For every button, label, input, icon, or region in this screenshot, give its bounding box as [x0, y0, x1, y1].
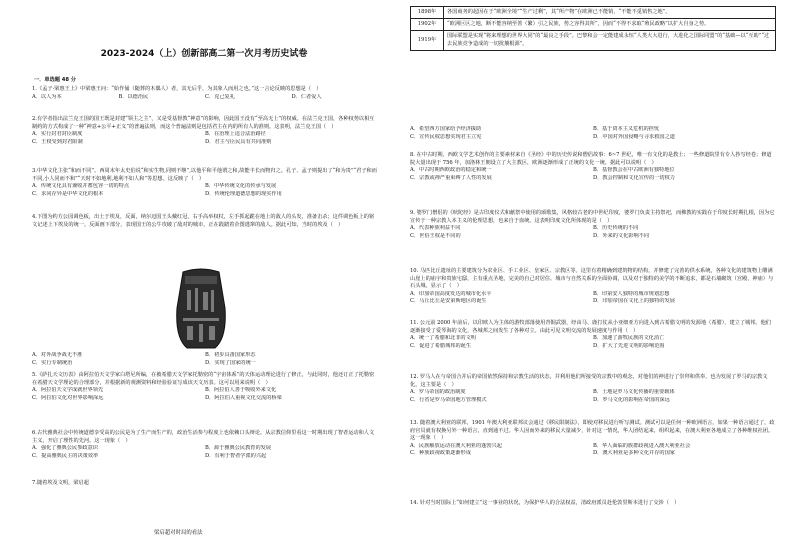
option-d[interactable]: D．外来的文化影响不同 — [593, 232, 650, 239]
option-c[interactable]: C．阿拉伯文化对世界影响深远 — [32, 394, 104, 401]
option-b[interactable]: B．基督教会在中古欧洲有独特地位 — [593, 167, 675, 174]
question-6-text: 6.古代雅典社会中传统道德享受高的公民是为了生产而生产的，政治生活参与程度上也依赖口头辩论。从宗教信仰里看这一时期出现了智者运动和人文主义，开启了理性的先河。这一现象（ ） — [32, 430, 375, 444]
option-c[interactable]: C．马丘比丘是安第斯地区的诞生 — [410, 298, 487, 305]
option-a[interactable]: A．统一了希腊和北非的文明 — [410, 335, 476, 342]
option-d[interactable]: D．澳大利亚是多种文化并存的国家 — [593, 450, 675, 457]
option-c[interactable]: C．王权受到封君限制 — [32, 138, 83, 145]
option-a[interactable]: A．强化了雅典公民参政意识 — [32, 445, 98, 452]
question-5-text: 5.《萨扎天文历表》由阿拉伯天文学家白塔尼所编，在被希腊天文学家托勒密的“宇宙体系”的天体运动理论进行了修正，与此同时，他还订正了托勒密在希腊天文学理论的合理部分，并根据新的观测资料和经验验证写成该天文历表。这可以用来说明（ ） — [32, 372, 375, 386]
section-heading: 一．单选题 48 分 — [34, 77, 76, 83]
option-d[interactable]: D．实现了国家的统一 — [205, 359, 256, 366]
table-row — [411, 7, 776, 19]
option-c[interactable]: C．促进了希腊城邦的诞生 — [410, 342, 472, 349]
question-2-options — [32, 131, 378, 146]
option-a[interactable]: A．民族解放运动在澳大利亚的蓬勃兴起 — [410, 442, 502, 449]
question-4 — [32, 214, 378, 229]
option-d[interactable]: D．阿拉伯人重视文化交流的桥梁 — [205, 394, 282, 401]
option-d[interactable]: D．传统伦理道德思想的现实作用 — [205, 190, 282, 197]
narmer-palette-image — [169, 268, 233, 350]
year-cell: 1902年 — [411, 19, 444, 31]
option-b[interactable]: B．华人面临的族群歧视进入澳大利亚社会 — [593, 442, 691, 449]
option-d[interactable]: D．有利于智者学派的兴起 — [205, 452, 267, 459]
option-a[interactable]: A．希望西方国家给予经济援助 — [410, 126, 482, 132]
option-d[interactable]: D．君主与臣民具有共同准则 — [205, 138, 272, 145]
question-3 — [32, 168, 378, 198]
table-caption: 梁启超对时局的看法 — [154, 530, 203, 536]
question-4-options — [32, 352, 378, 367]
option-a[interactable]: A．传统文化具有兼收并蓄包容一切的特点 — [32, 183, 130, 190]
year-cell: 1919年 — [411, 31, 444, 50]
question-1 — [32, 86, 378, 101]
option-c[interactable]: C．宗教或禅严重束缚了人性的发展 — [410, 174, 492, 181]
question-13-options — [410, 443, 776, 458]
question-8 — [410, 152, 776, 182]
option-c[interactable]: C．提高雅典民主的决策效率 — [32, 452, 99, 459]
content-cell: 国际联盟是实现“将来理想的世界大同”的“最良之手段”。巴黎和会一定能建成永恒“人类大大进行，大进化之国际同盟”的“基础—以“互助”“过去民族竞争造成的一切扰攘根源”。 — [444, 31, 776, 50]
question-1-text: 1.《孟子·梁惠王上》中梁惠王问：“始作俑（随葬的木偶人）者，其无后乎，为其象人而用之也。”这一言论反映的思想是（ ） — [32, 86, 322, 92]
question-11-options — [410, 335, 776, 350]
option-b[interactable]: B．土地是罗马文化传播的重要载体 — [593, 389, 675, 396]
table-row — [411, 31, 776, 50]
option-d[interactable]: D．罗马文化的影响在帝国的深远 — [593, 396, 670, 403]
option-b[interactable]: B．基于资本主义危机的担忧 — [593, 126, 660, 132]
option-d[interactable]: D．扩大了先进文明的影响范围 — [593, 342, 665, 349]
question-10 — [410, 268, 776, 306]
option-d[interactable]: D．仁者爱人 — [291, 93, 322, 100]
question-13 — [410, 420, 776, 458]
option-a[interactable]: A．印加帝国高度发达的城市化水平 — [410, 290, 492, 297]
question-2-text: 2.有学者指出法兰克王国的国王既是封建“领主之主”，又是受基督教“神意”的影响，因此国王没有“至高无上”的权威。在法兰克王国，各种权势以相互制约的方式构成了一种“神意+公平+正义”的普遍法则，而这个普遍法则是包括君主在内的所有人的准则。这表明，法兰克王国（ ） — [32, 116, 375, 130]
left-column — [14, 0, 394, 549]
option-c[interactable]: C．求同存异是中华文化的根本 — [32, 190, 104, 197]
question-11 — [410, 320, 776, 350]
timeline-table — [410, 6, 776, 51]
question-7-options — [410, 126, 776, 141]
question-13-text: 13. 随着澳大利亚的联邦，1901 年澳大利亚联邦议会通过《移民限制法》，即使对移民进行听写测试。测试可以是任何一种欧洲语言，如果一种语言通过了，政府官员就有权换另外一种语言，直到通不过。华人因而外来的移民大量减少，针对这一情况，华人团结起来，组织起来，在澳大利亚各地成立了各种维权社团。这一现象（ ） — [410, 420, 775, 442]
option-a[interactable]: A．实行封君封臣制度 — [32, 131, 83, 138]
question-6-options — [32, 445, 378, 460]
option-c[interactable]: C．行省是罗马帝国地方管理模式 — [410, 396, 487, 403]
option-b[interactable]: B．源于雅典公民教育的发展 — [205, 445, 272, 452]
option-c[interactable]: C．种族歧视政策逐渐形成 — [410, 450, 472, 457]
question-9 — [410, 210, 776, 240]
option-d[interactable]: D．印加帝国在文化上的独特的发展 — [593, 298, 675, 305]
question-5 — [32, 372, 378, 402]
option-b[interactable]: B．初步具备国家形态 — [205, 352, 256, 358]
question-11-text: 11. 公元前 2000 年前后，以印欧人为主体的游牧部落使用青铜武器，经由马、鹿打仗从小亚细亚方向进入到古希腊文明的发源地（希腊），建立了城邦。他们逐渐接受了爱琴海的文化，各城邦之间发生了各种对立。由此可见文明交流的发展速度与作用（ ） — [410, 320, 771, 334]
question-14 — [410, 500, 776, 508]
option-a[interactable]: A．罗马帝国的政治制度 — [410, 389, 466, 396]
question-9-text: 9. 婆罗门僧侣的《吠陀经》是古印度仪式和献祭中使用的颂歌集，风格较古老的中世纪印度，婆罗门负责主持祭祀，而佛教的实践在于印度长时期扎根，因为它宣传于一种宗教人本主义的伦理思想，也来自于血统。这表明印度文化所体现的是（ ） — [410, 210, 775, 224]
option-c[interactable]: C．实行专制统治 — [32, 359, 73, 366]
option-d[interactable]: D．教会控制和文化宣传的一切权力 — [593, 174, 675, 181]
question-5-options — [32, 387, 378, 402]
exam-title: 2023-2024（上）创新部高二第一次月考历史试卷 — [100, 49, 308, 59]
question-2 — [32, 116, 378, 146]
option-a[interactable]: A．中古时期西欧政治的稳定和统一 — [410, 167, 492, 174]
option-b[interactable]: B．印第安人独特的城市规划思想 — [593, 290, 670, 297]
option-b[interactable]: B．中华传统文化的传承与发展 — [205, 183, 277, 190]
question-7 — [32, 480, 378, 488]
option-b[interactable]: B．阿拉伯人善于吸收外来文化 — [205, 387, 277, 394]
question-9-options — [410, 225, 776, 240]
table-row — [411, 19, 776, 31]
option-a[interactable]: A．代表种族利益不同 — [410, 225, 461, 232]
question-12 — [410, 374, 776, 404]
content-cell: “欧洲巨区之地，断不能容纳至善（繁）引之民族，势之容得其所”，因而“不得不求取“殖民政略”以扩大自身之势。 — [444, 19, 776, 31]
question-8-text: 8. 在中古时期，西欧文学艺术创作的主要素材来自《圣经》中的历史传说和僧侣故事：6~7 世纪，唯一有文化的是教士；一些修道院里有专人抄写经卷；修道院大量出现于 756 年，加洛林王朝设立了大主教区，欧洲逐渐形成了正统的文化一统。据此可以说明（ ） — [410, 152, 772, 166]
option-b[interactable]: B．在治理上适合法治路径 — [205, 131, 266, 138]
question-4-text: 4.下图为约方公园调色板，出土于埃及，反面，纳尔迈国王头戴红冠，右手高举权杖，左手抓起跪在地上的敌人的头发，准备击杀；这件调色板上的铭文记述上下埃及的统一。反面画下部分，表现国王的公牛攻破了敌对的城市，正在践踏着企图逃窜的敌人。据此可知，当时的埃及（ ） — [32, 214, 375, 228]
option-c[interactable]: C．克己复礼 — [205, 93, 235, 100]
option-a[interactable]: A．以人为本 — [32, 93, 62, 100]
year-cell: 1898年 — [411, 7, 444, 19]
option-a[interactable]: A．阿拉伯天文学成就世界领先 — [32, 387, 104, 394]
option-b[interactable]: B．加速了游牧民族的文化消亡 — [593, 335, 665, 342]
question-3-options — [32, 183, 378, 198]
question-1-options — [32, 94, 378, 102]
right-column — [406, 0, 786, 549]
question-7-text: 7.随着埃及文明，梁启超 — [32, 480, 89, 486]
question-12-options — [410, 389, 776, 404]
content-cell: 各国商务的起因在于“欧洲全境”“生产过剩”，其“所产物”在欧洲已不能销，“不能不觅销售之地”。 — [444, 7, 776, 19]
question-14-text: 14. 针对当时国际上“如何建立”这一事业的状况，为保护华人的合法权益，清政府派员赴伦敦里斯本进行了交涉（ ） — [410, 500, 680, 506]
question-10-options — [410, 291, 776, 306]
option-d[interactable]: D．中国对外国侵略与寻求救国之道 — [593, 133, 675, 140]
option-a[interactable]: A．对外战争战无不胜 — [32, 352, 83, 358]
question-8-options — [410, 167, 776, 182]
question-6 — [32, 430, 378, 460]
question-12-text: 12. 罗马人在与帝国合并后的帝国依然保持和宗教生活的状态，并利用他们所接受的宗教中的观念，对他们的神进行了崇拜和供奉，也为发展了罗马的宗教文化。这主要是（ ） — [410, 374, 768, 388]
question-3-text: 3.中华文化主张“和而不同”。西周末年太史伯说“和实生物,同则不继”,以他平和平他谓之和,故能丰长而物归之。孔子、孟子则提出了“和为贵”“君子和而不同,小人同而不和”“天时不如地利,地利不如人和”等思想。这反映了（ ） — [32, 168, 377, 182]
option-b[interactable]: B．历史传统的不同 — [593, 225, 639, 232]
option-b[interactable]: B．以德治民 — [118, 93, 149, 100]
option-c[interactable]: C．世俗王权是不同的 — [410, 232, 461, 239]
option-c[interactable]: C．宣传民权思想实现君主立宪 — [410, 133, 482, 140]
question-10-text: 10. 马匹比丘遗址的主要建筑分为农业区、手工业区、皇家区、宗教区等。这里有着精确到建筑物的结构，并修建了完善的供水系统，各种文化的建筑物上雕满山崖上的庙宇和贵族宅邸，主有重点圣地，完美的自己对居住、城市与自然关系的全面协调，以及对于独特的美学的不断追求，都是石墙砌筑（宫殿、神庙）与石头城，显示了（ ） — [410, 268, 774, 290]
